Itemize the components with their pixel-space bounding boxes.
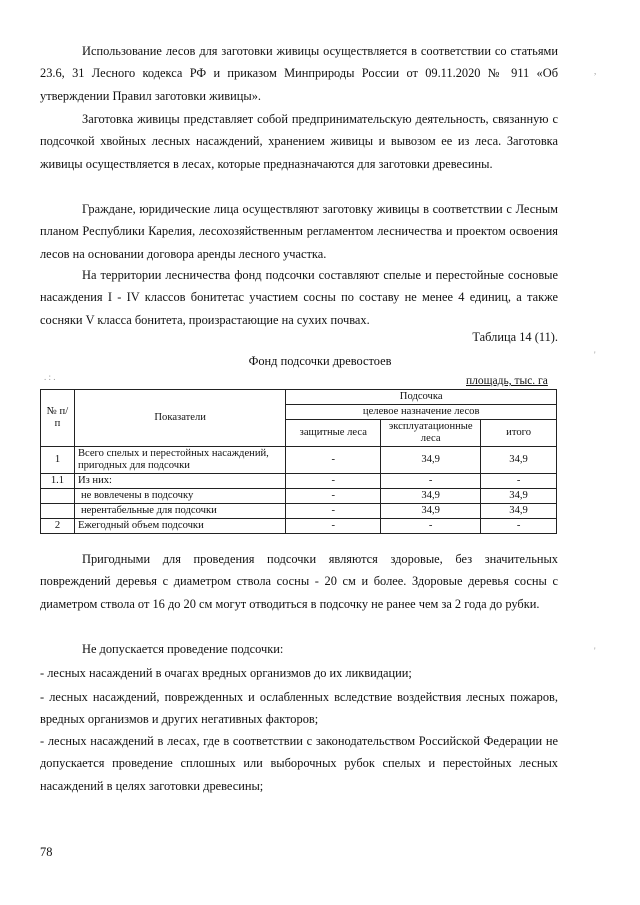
scan-speck: . : . [44,372,56,382]
paragraph-legal-basis: Использование лесов для заготовки живицы осуществляется в соответствии со статьями 23.6, 31 Лесного кодекса РФ и приказом Минприроды России от 09.11.2020 № 911 «Об утверждении Правил заготовки живицы». [40,44,558,103]
table-title: Фонд подсочки древостоев [248,354,392,368]
paragraph-participants: Граждане, юридические лица осуществляют заготовку живицы в соответствии с Лесным планом Республики Карелия, лесохозяйственным регламентом лесничества и проектом освоения лесов на основании договора аренды лесного участка. [40,202,558,261]
header-protective: защитные леса [286,420,381,447]
row-name: Из них: [74,474,285,489]
table-row [41,504,557,519]
table-units: площадь, тыс. га [466,375,548,387]
row-protective: - [286,519,381,534]
scan-speck: ' [594,646,596,656]
row-total: 34,9 [481,489,557,504]
row-name: Всего спелых и перестойных насаждений, пригодных для подсочки [74,447,285,474]
table-row [41,474,557,489]
paragraph-suitable-trees: Пригодными для проведения подсочки являются здоровые, без значительных повреждений деревья с диаметром ствола сосны - 20 см и более. Здоровые деревья сосны с диаметром ствола от 16 до 20 см могут отводиться в подсочку не ранее чем за 2 года до рубки. [40,552,558,611]
row-protective: - [286,504,381,519]
row-protective: - [286,489,381,504]
row-protective: - [286,474,381,489]
list-item: - лесных насаждений в лесах, где в соответствии с законодательством Российской Федерации не допускается проведение сплошных или выборочных рубок спелых и перестойных лесных насаждений в целях заготовки древесины; [40,734,558,793]
header-num: № п/п [41,390,75,447]
row-total: - [481,519,557,534]
row-exploitation: 34,9 [381,489,481,504]
row-exploitation: - [381,519,481,534]
row-exploitation: 34,9 [381,504,481,519]
paragraph-definition: Заготовка живицы представляет собой предпринимательскую деятельность, связанную с подсочкой хвойных лесных насаждений, хранением живицы и вывозом ее из леса. Заготовка живицы осуществляется в лесах, которые предназначаются для заготовки древесины. [40,112,558,171]
row-name: нерентабельные для подсочки [74,504,285,519]
list-item: - лесных насаждений в очагах вредных организмов до их ликвидации; [40,666,412,680]
header-total: итого [481,420,557,447]
row-exploitation: 34,9 [381,447,481,474]
scan-speck: , [594,66,597,76]
row-protective: - [286,447,381,474]
header-subgroup: целевое назначение лесов [286,405,557,420]
row-total: - [481,474,557,489]
row-num: 1 [41,447,75,474]
resin-fund-table [40,389,557,534]
row-total: 34,9 [481,447,557,474]
list-item: - лесных насаждений, поврежденных и ослабленных вследствие воздействия лесных пожаров, вредных организмов и других негативных факторов; [40,690,558,727]
table-row [41,447,557,474]
row-num: 2 [41,519,75,534]
row-num [41,489,75,504]
header-indicators: Показатели [74,390,285,447]
row-num: 1.1 [41,474,75,489]
table-label: Таблица 14 (11). [472,330,558,344]
paragraph-prohibited-intro: Не допускается проведение подсочки: [82,642,284,656]
row-total: 34,9 [481,504,557,519]
row-num [41,504,75,519]
row-name: не вовлечены в подсочку [74,489,285,504]
header-group: Подсочка [286,390,557,405]
header-exploitation: эксплуатационные леса [381,420,481,447]
table-row [41,489,557,504]
row-name: Ежегодный объем подсочки [74,519,285,534]
page-number: 78 [40,845,53,859]
table-row [41,519,557,534]
paragraph-fund: На территории лесничества фонд подсочки составляют спелые и перестойные сосновые насаждения I - IV классов бонитетас участием сосны по составу не менее 4 единиц, а также сосняки V класса бонитета, произрастающие на сухих почвах. [40,268,558,327]
scan-speck: ' [594,350,596,360]
row-exploitation: - [381,474,481,489]
